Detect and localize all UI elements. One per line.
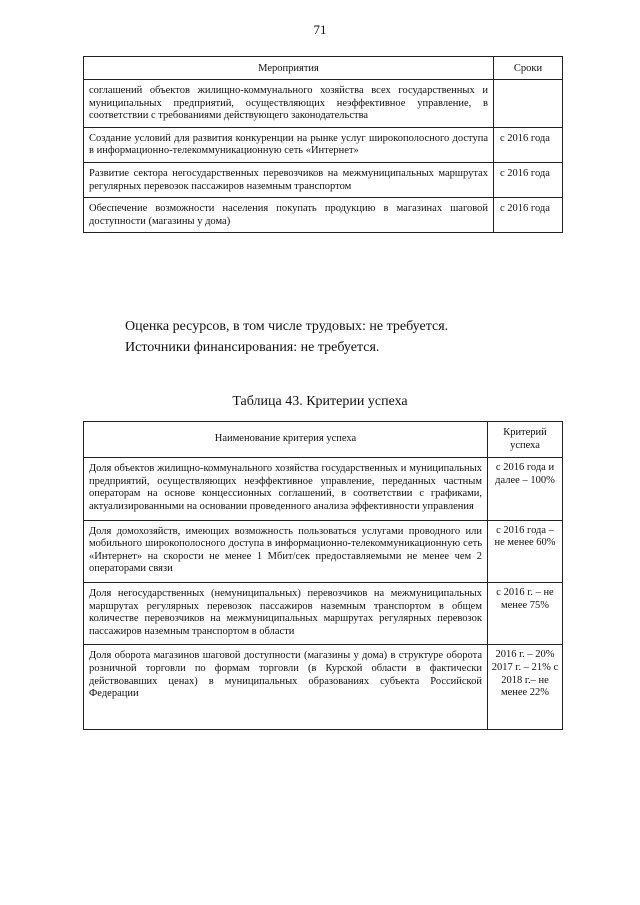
criteria-table <box>83 421 563 730</box>
table-row <box>84 458 563 520</box>
criteria-table-header <box>84 422 563 458</box>
table-row <box>84 127 563 162</box>
table-row <box>84 520 563 582</box>
measures-table <box>83 56 563 233</box>
table-caption: Таблица 43. Критерии успеха <box>232 394 408 409</box>
criterion-value-cell: с 2016 г. – не менее 75% <box>488 582 563 644</box>
criteria-name-column-header: Наименование критерия успеха <box>84 422 488 458</box>
criteria-value-column-header: Критерий успеха <box>488 422 563 458</box>
terms-column-header: Сроки <box>494 57 563 80</box>
measure-cell: соглашений объектов жилищно-коммунального хозяйства всех государственных и муниципальных предприятий, осуществляющих неэффективное управление, в соответствии с требованиями действующего законодательства <box>84 80 494 128</box>
page-number: 71 <box>313 22 327 37</box>
measure-cell: Развитие сектора негосударственных перевозчиков на межмуниципальных маршрутах регулярных перевозок пассажиров наземным транспортом <box>84 162 494 197</box>
criterion-value-cell: 2016 г. – 20% 2017 г. – 21% с 2018 г.– не менее 22% <box>488 645 563 730</box>
criterion-name-cell: Доля домохозяйств, имеющих возможность пользоваться услугами проводного или мобильного широкополосного доступа в информационно-телекоммуникационную сеть «Интернет» на скорости не менее 1 Мбит/сек предоставляемыми не менее чем 2 операторами связи <box>84 520 488 582</box>
table-row <box>84 162 563 197</box>
table-row <box>84 80 563 128</box>
funding-note: Источники финансирования: не требуется. <box>125 340 380 355</box>
criterion-name-cell: Доля негосударственных (немуниципальных) перевозчиков на межмуниципальных маршрутах регулярных перевозок пассажиров наземным транспортом в общем количестве перевозчиков на межмуниципальных маршрутах регулярных перевозок пассажиров наземным транспортом в области <box>84 582 488 644</box>
resources-note: Оценка ресурсов, в том числе трудовых: не требуется. <box>125 319 449 334</box>
criterion-name-cell: Доля объектов жилищно-коммунального хозяйства государственных и муниципальных предприятий, осуществляющих неэффективное управление, переданных частным операторам на основе концессионных соглашений, в соответствии с графиками, актуализированными на основании проведенного анализа эффективности управления <box>84 458 488 520</box>
term-cell: с 2016 года <box>494 162 563 197</box>
criterion-value-cell: с 2016 года и далее – 100% <box>488 458 563 520</box>
criterion-name-cell: Доля оборота магазинов шаговой доступности (магазины у дома) в структуре оборота розничной торговли по формам торговли (в Курской области в фактически действовавших ценах) в муниципальных образованиях субъекта Российской Федерации <box>84 645 488 730</box>
term-cell: с 2016 года <box>494 127 563 162</box>
term-cell <box>494 80 563 128</box>
term-cell: с 2016 года <box>494 198 563 233</box>
criterion-value-cell: с 2016 года – не менее 60% <box>488 520 563 582</box>
table-row <box>84 198 563 233</box>
measures-column-header: Мероприятия <box>84 57 494 80</box>
measure-cell: Создание условий для развития конкуренции на рынке услуг широкополосного доступа в информационно-телекоммуникационную сеть «Интернет» <box>84 127 494 162</box>
table-row <box>84 582 563 644</box>
table-row <box>84 645 563 730</box>
measure-cell: Обеспечение возможности населения покупать продукцию в магазинах шаговой доступности (магазины у дома) <box>84 198 494 233</box>
measures-table-header <box>84 57 563 80</box>
